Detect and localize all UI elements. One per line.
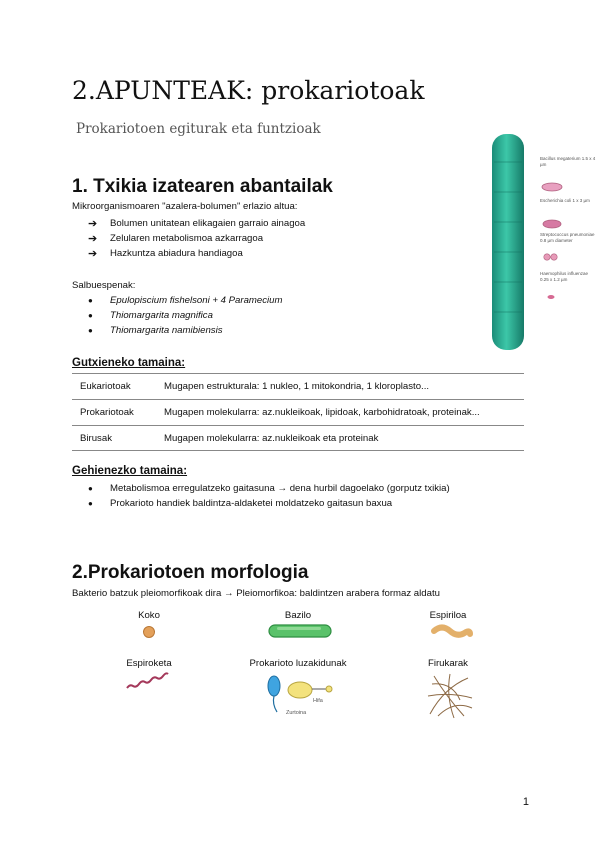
spirochete-illustration [124, 670, 170, 692]
arrow-icon: ➔ [88, 233, 98, 245]
arrow-icon: ➔ [88, 218, 98, 230]
exception-item: ● Thiomargarita namibiensis [88, 325, 223, 336]
max-size-title: Gehienezko tamaina: [72, 465, 188, 477]
section2-heading: 2.Prokariotoen morfologia [72, 562, 309, 583]
max-size-item: ● Prokarioto handiek baldintza-aldaketei moldatzeko gaitasun baxua [88, 498, 393, 509]
arrow-item: ➔ Bolumen unitatean elikagaien garraio ainagoa [88, 218, 306, 230]
figure-label: Bacillus megaterium 1.5 x 4 µm [540, 156, 596, 167]
figure-label: Haemophilus influenzae 0.25 x 1.2 µm [540, 271, 589, 282]
exceptions-label: Salbuespenak: [72, 280, 136, 291]
ecoli-cell [542, 183, 562, 191]
bullet-icon: ● [88, 311, 93, 320]
bullet-icon: ● [88, 499, 93, 508]
page-title: 2.APUNTEAK: prokariotoak [72, 76, 425, 105]
haemophilus-cell [548, 295, 555, 299]
shape-label-luzakidunak: Prokarioto luzakidunak [249, 658, 347, 669]
streptococcus-cell [551, 254, 557, 260]
max-size-item: ● Metabolismoa erregulatzeko gaitasuna → dena hurbil dagoelako (gorputz txikia) [88, 483, 450, 494]
table-row: Prokariotoak Mugapen molekularra: az.nukleikoak, lipidoak, karbohidratoak, proteinak... [72, 399, 524, 424]
streptococcus-cell [544, 254, 550, 260]
bullet-icon: ● [88, 296, 93, 305]
prostheca-label-hifa: Hifa [313, 698, 323, 704]
arrow-item: ➔ Hazkuntza abiadura handiagoa [88, 248, 243, 260]
section1-intro: Mikroorganismoaren "azalera-bolumen" erlazio altua: [72, 201, 298, 212]
coccus-illustration [141, 624, 157, 640]
shape-label-espiriloa: Espiriloa [429, 610, 467, 621]
bacillus-illustration [267, 622, 333, 640]
min-size-title: Gutxieneko tamaina: [72, 357, 186, 369]
figure-label: Escherichia coli 1 x 3 µm [540, 198, 590, 203]
filamentous-illustration [424, 670, 476, 722]
bullet-icon: ● [88, 484, 93, 493]
figure-label: Streptococcus pneumoniae 0.8 µm diameter [540, 232, 595, 243]
section1-heading: 1. Txikia izatearen abantailak [72, 176, 333, 197]
section2-intro: Bakterio batzuk pleiomorfikoak dira → Pleiomorfikoa: baldintzen arabera formaz aldatu [72, 588, 440, 599]
exception-item: ● Thiomargarita magnifica [88, 310, 213, 321]
shape-label-espiroketa: Espiroketa [126, 658, 172, 669]
arrow-icon: ➔ [88, 248, 98, 260]
page-number: 1 [522, 796, 529, 808]
shape-label-bazilo: Bazilo [284, 610, 312, 621]
shape-label-firukarak: Firukarak [428, 658, 468, 669]
table-row: Birusak Mugapen molekularra: az.nukleikoak eta proteinak [72, 425, 524, 451]
table-row: Eukariotoak Mugapen estrukturala: 1 nukleo, 1 mitokondria, 1 kloroplasto... [72, 373, 524, 398]
bacillus-megaterium-cell [492, 134, 524, 350]
prostheca-label-zurtoina: Zurtoina [286, 710, 307, 716]
arrow-item: ➔ Zelularen metabolismoa azkarragoa [88, 233, 264, 245]
bullet-icon: ● [88, 326, 93, 335]
ecoli-cell [543, 220, 561, 228]
shape-label-koko: Koko [138, 610, 160, 621]
page-subtitle: Prokariotoen egiturak eta funtzioak [76, 121, 321, 137]
exception-item: ● Epulopiscium fishelsoni + 4 Paramecium [88, 295, 283, 306]
spirillum-illustration [430, 622, 474, 642]
